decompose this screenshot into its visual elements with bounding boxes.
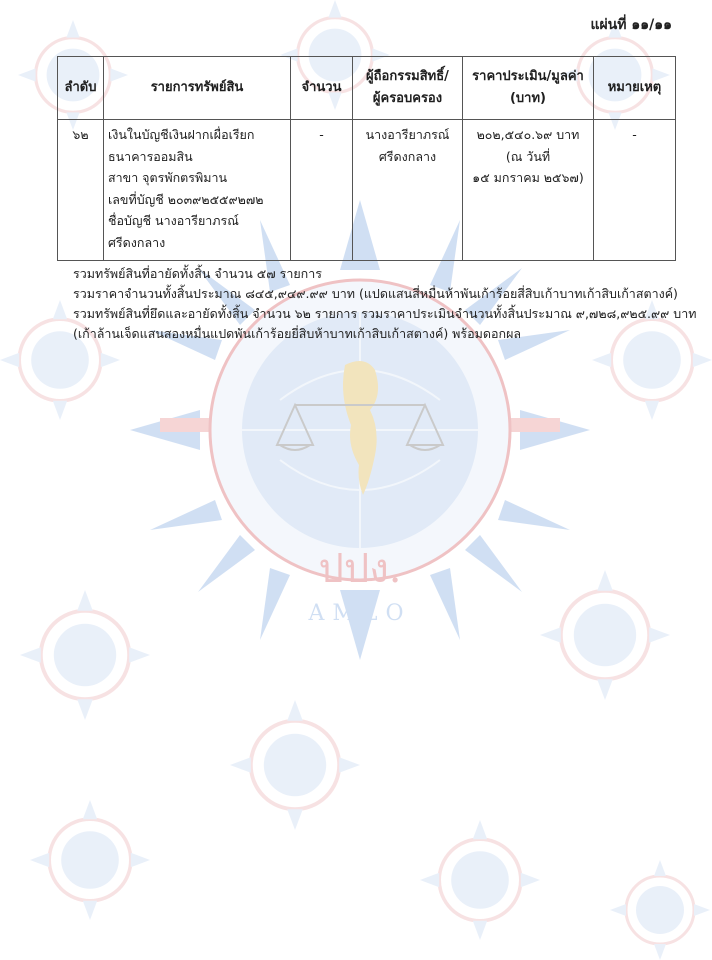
cell-value-line: ๑๕ มกราคม ๒๕๖๗) [472,170,584,185]
header-value-line: ราคาประเมิน/มูลค่า [472,69,584,84]
header-owner-line: ผู้ครอบครอง [372,91,443,106]
header-qty: จำนวน [291,57,353,120]
cell-owner-line: ศรีดงกลาง [378,148,437,164]
asset-table [57,56,676,261]
small-emblem-watermark [230,700,360,830]
header-remark: หมายเหตุ [594,57,676,120]
cell-item-line: ชื่อบัญชี นางอารียาภรณ์ [108,213,239,228]
small-emblem-watermark [20,590,150,720]
cell-item [104,120,291,261]
cell-value [463,120,594,261]
sheet-number: แผ่นที่ ๑๑/๑๑ [590,17,672,33]
header-value [463,57,594,120]
cell-qty: - [291,120,353,261]
summary-line: รวมราคาจำนวนทั้งสิ้นประมาณ ๘๔๕,๙๔๙.๙๙ บาท (แปดแสนสี่หมื่นห้าพันเก้าร้อยสี่สิบเก้าบาทเก้าสิบเก้าสตางค์) [73,286,678,301]
header-owner [353,57,463,120]
cell-item-line: เงินในบัญชีเงินฝากเผื่อเรียก [108,127,255,142]
header-item: รายการทรัพย์สิน [104,57,291,120]
small-emblem-watermark [540,570,670,700]
summary-line: (เก้าล้านเจ็ดแสนสองหมื่นแปดพันเก้าร้อยยี่สิบห้าบาทเก้าสิบเก้าสตางค์) พร้อมดอกผล [73,326,522,341]
cell-item-line: ศรีดงกลาง [108,234,166,250]
cell-value-line: (ณ วันที่ [505,148,551,164]
small-emblem-watermark [610,860,710,960]
svg-text:ปปง.: ปปง. [318,546,402,592]
header-owner-line: ผู้ถือกรรมสิทธิ์/ [366,69,449,84]
cell-no: ๖๒ [58,120,104,261]
summary-line: รวมทรัพย์สินที่ยึดและอายัดทั้งสิ้น จำนวน ๖๒ รายการ รวมราคาประเมินจำนวนทั้งสิ้นประมาณ ๙,๗๒๘,๙๒๕.๙๙ บาท [73,306,697,321]
cell-owner [353,120,463,261]
cell-item-line: สาขา จุตรพักตรพิมาน [108,170,228,185]
small-emblem-watermark [420,820,540,940]
cell-owner-line: นางอารียาภรณ์ [365,127,450,142]
small-emblem-watermark [30,800,150,920]
table-row [58,120,676,261]
header-no: ลำดับ [58,57,104,120]
cell-item-line: ธนาคารออมสิน [108,148,193,164]
header-value-line: (บาท) [509,91,546,106]
summary-block [73,264,697,344]
summary-line: รวมทรัพย์สินที่อายัดทั้งสิ้น จำนวน ๕๗ รายการ [73,266,322,281]
table-header-row [58,57,676,120]
cell-item-line: เลขที่บัญชี ๒๐๓๙๒๕๕๙๒๗๒ [108,191,264,207]
cell-remark: - [594,120,676,261]
svg-text:AMLO: AMLO [308,601,412,626]
cell-value-line: ๒๐๒,๕๔๐.๖๙ บาท [476,127,580,142]
